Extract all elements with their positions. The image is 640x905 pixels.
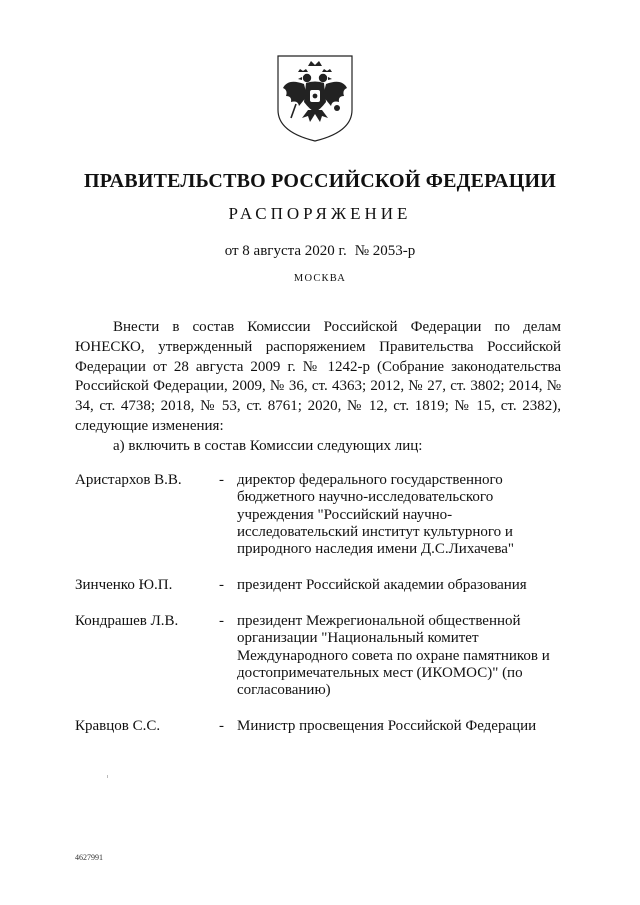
document-date: от 8 августа 2020 г.: [224, 243, 347, 259]
body-paragraph: Внести в состав Комиссии Российской Федерации по делам ЮНЕСКО, утвержденный распоряжением Правительства Российской Федерации от 28 августа 2009 г. № 1242-р (Собрание законодательства Российской Федерации, 2009, № 36, ст. 4363; 2012, № 27, ст. 3802; 2014, № 34, ст. 4738; 2018, № 53, ст. 8761; 2020, № 12, ст. 1819; № 15, ст. 2382), следующие изменения:: [75, 319, 561, 434]
member-description: президент Российской академии образования: [237, 577, 527, 593]
member-description: Министр просвещения Российской Федерации: [237, 718, 537, 734]
member-name: Аристархов В.В.: [75, 472, 182, 488]
document-id: 4627991: [75, 853, 103, 862]
member-dash: -: [219, 472, 224, 488]
document-city: МОСКВА: [293, 273, 347, 284]
document-type: РАСПОРЯЖЕНИЕ: [228, 204, 412, 223]
document-date-line: [60, 243, 580, 260]
member-description: директор федерального государственного бюджетного научно-исследовательского учреждения "Российский научно-исследовательский институт культурного и природного наследия имени Д.С.Лихачева": [237, 472, 515, 558]
subpoint-a: а) включить в состав Комиссии следующих лиц:: [113, 438, 423, 454]
member-description: президент Межрегиональной общественной организации "Национальный комитет Международного совета по охране памятников и достопримечательных мест (ИКОМОС)" (по согласованию): [237, 613, 550, 699]
margin-mark: [107, 775, 108, 778]
coat-of-arms-icon: [274, 52, 356, 144]
government-title: ПРАВИТЕЛЬСТВО РОССИЙСКОЙ ФЕДЕРАЦИИ: [84, 170, 556, 192]
member-dash: -: [219, 577, 224, 593]
member-name: Зинченко Ю.П.: [75, 577, 173, 593]
member-dash: -: [219, 613, 224, 629]
member-dash: -: [219, 718, 224, 734]
document-number: № 2053-р: [354, 243, 416, 259]
member-name: Кондрашев Л.В.: [75, 613, 179, 629]
member-name: Кравцов С.С.: [75, 718, 161, 734]
